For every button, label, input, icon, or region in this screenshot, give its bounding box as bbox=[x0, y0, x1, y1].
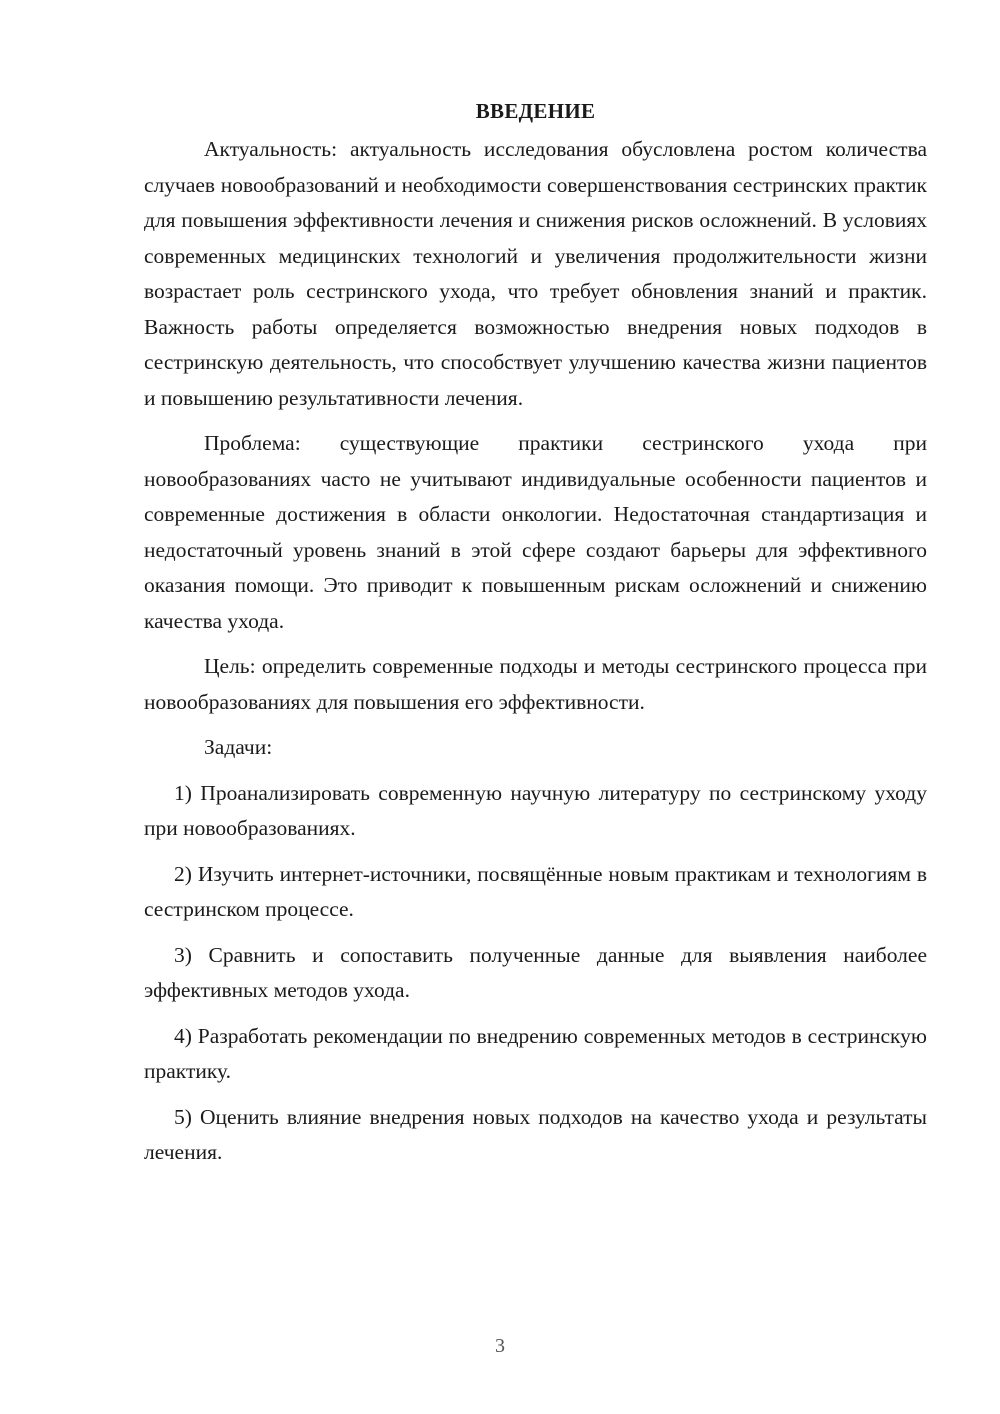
task-item: 3) Сравнить и сопоставить полученные данные для выявления наиболее эффективных методов ухода. bbox=[144, 942, 927, 1002]
section-title: ВВЕДЕНИЕ bbox=[475, 99, 596, 123]
tasks-heading: Задачи: bbox=[204, 735, 273, 759]
task-item: 4) Разработать рекомендации по внедрению современных методов в сестринскую практику. bbox=[144, 1023, 927, 1083]
problem-paragraph: Проблема: существующие практики сестринского ухода при новообразованиях часто не учитывают индивидуальные особенности пациентов и современные достижения в области онкологии. Недостаточная стандартизация и недостаточный уровень знаний в этой сфере создают барьеры для эффективного оказания помощи. Это приводит к повышенным рискам осложнений и снижению качества ухода. bbox=[144, 431, 927, 633]
task-item: 2) Изучить интернет-источники, посвящённые новым практикам и технологиям в сестринском процессе. bbox=[144, 861, 927, 921]
page-content bbox=[144, 96, 927, 1171]
task-item: 5) Оценить влияние внедрения новых подходов на качество ухода и результаты лечения. bbox=[144, 1104, 927, 1164]
relevance-paragraph: Актуальность: актуальность исследования обусловлена ростом количества случаев новообразований и необходимости совершенствования сестринских практик для повышения эффективности лечения и снижения рисков осложнений. В условиях современных медицинских технологий и увеличения продолжительности жизни возрастает роль сестринского ухода, что требует обновления знаний и практик. Важность работы определяется возможностью внедрения новых подходов в сестринскую деятельность, что способствует улучшению качества жизни пациентов и повышению результативности лечения. bbox=[144, 137, 927, 410]
goal-paragraph: Цель: определить современные подходы и методы сестринского процесса при новообразованиях для повышения его эффективности. bbox=[144, 654, 927, 714]
task-item: 1) Проанализировать современную научную литературу по сестринскому уходу при новообразованиях. bbox=[144, 780, 927, 840]
page-number: 3 bbox=[495, 1335, 505, 1357]
